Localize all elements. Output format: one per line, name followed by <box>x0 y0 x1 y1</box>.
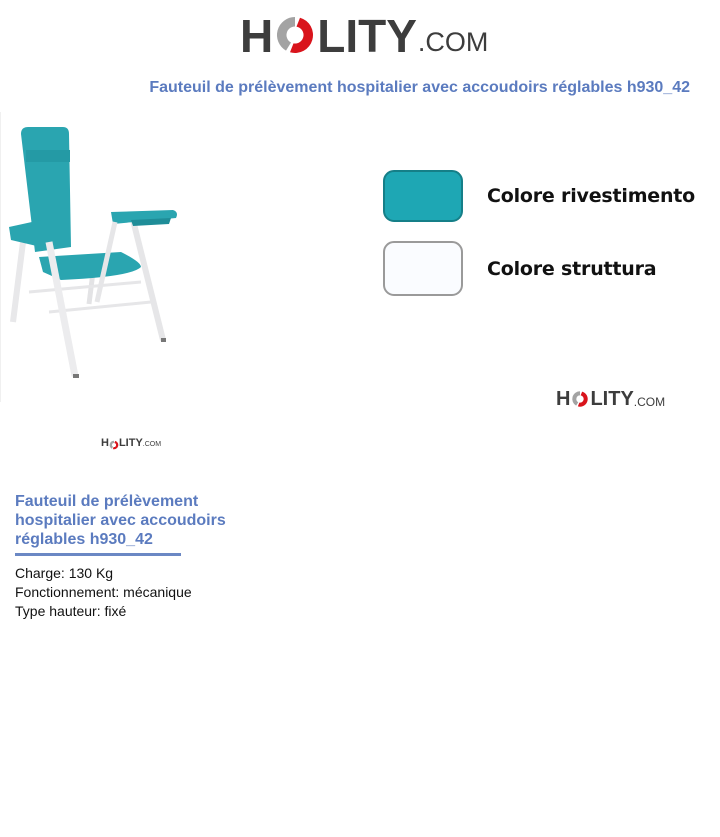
color-option-upholstery <box>383 170 695 222</box>
spec-operation: Fonctionnement: mécanique <box>15 584 192 600</box>
frame-color-label: Colore struttura <box>487 257 657 280</box>
product-specs <box>15 564 192 621</box>
chair-illustration <box>1 112 201 402</box>
product-title: Fauteuil de prélèvement hospitalier avec accoudoirs réglables h930_42 <box>15 493 226 548</box>
logo-wordmark: LITY <box>118 437 143 449</box>
logo-ring-icon <box>274 14 316 56</box>
brand-logo-watermark <box>556 389 665 409</box>
frame-color-swatch <box>383 241 463 296</box>
brand-logo-small <box>101 438 161 449</box>
title-underline-divider <box>15 553 181 556</box>
product-image <box>0 112 201 402</box>
logo-suffix: .COM <box>633 395 666 409</box>
upholstery-color-swatch <box>383 170 463 222</box>
page-title: Fauteuil de prélèvement hospitalier avec accoudoirs réglables h930_42 <box>149 79 690 96</box>
logo-ring-icon <box>571 390 589 408</box>
logo-suffix: .COM <box>142 441 162 448</box>
brand-logo <box>240 10 489 62</box>
logo-letter-h: H <box>101 437 109 449</box>
logo-ring-icon <box>109 438 119 448</box>
logo-letter-h: H <box>240 10 274 62</box>
color-option-frame <box>383 241 656 296</box>
logo-suffix: .COM <box>417 27 489 57</box>
logo-wordmark: LITY <box>590 388 634 410</box>
spec-charge: Charge: 130 Kg <box>15 565 114 581</box>
spec-height-type: Type hauteur: fixé <box>15 603 127 619</box>
logo-wordmark: LITY <box>317 10 417 62</box>
logo-letter-h: H <box>556 388 571 410</box>
upholstery-color-label: Colore rivestimento <box>487 185 696 207</box>
